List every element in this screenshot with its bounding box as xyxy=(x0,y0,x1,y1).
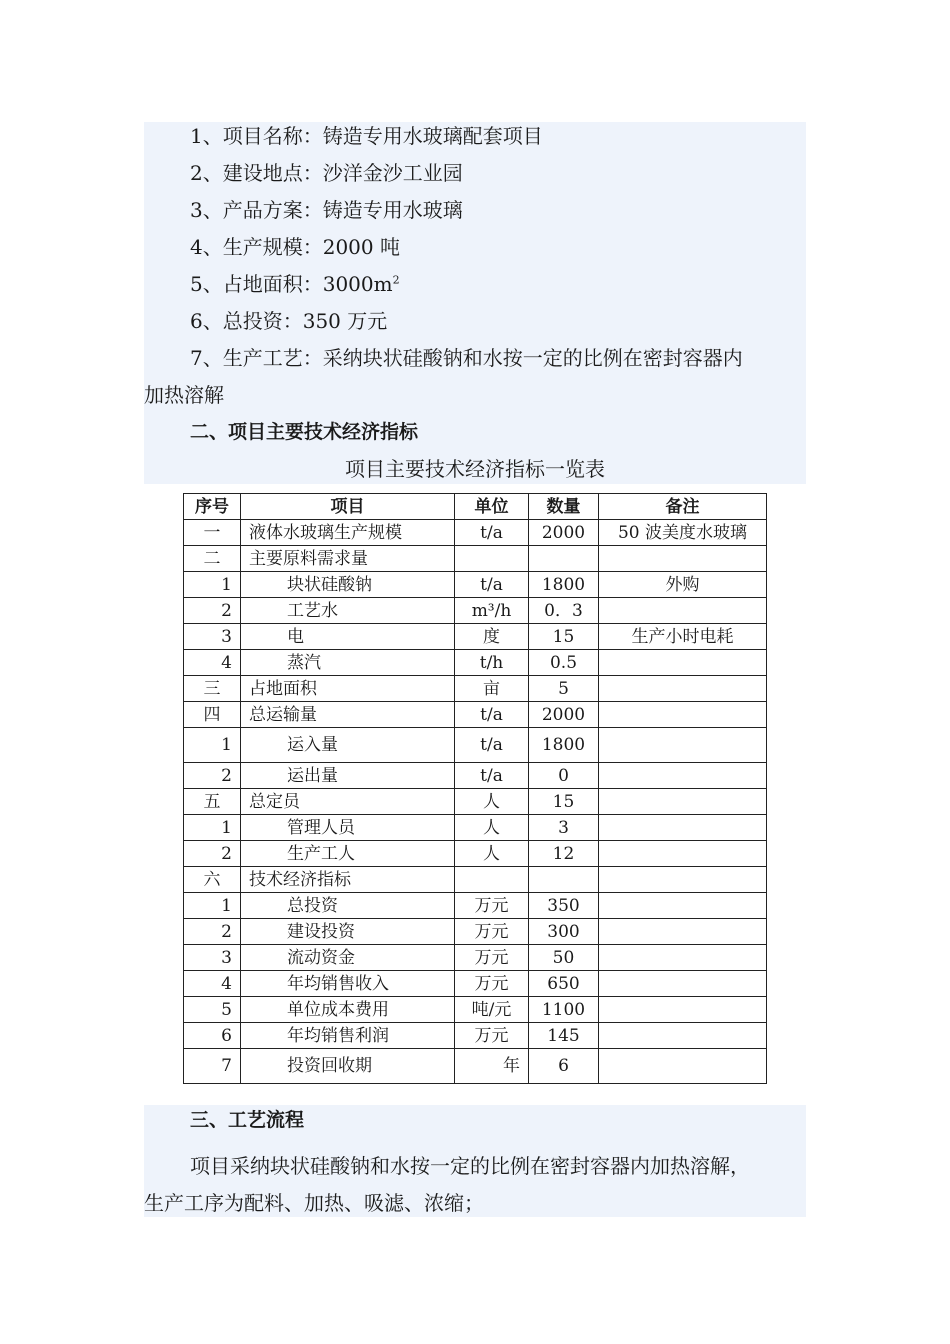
cell-no: 1 xyxy=(184,728,241,763)
cell-no: 2 xyxy=(184,919,241,945)
intro-item-4: 4、生产规模：2000 吨 xyxy=(190,235,400,259)
cell-item: 总投资 xyxy=(241,893,455,919)
cell-note xyxy=(599,546,767,572)
cell-unit: m³/h xyxy=(455,598,529,624)
cell-qty: 350 xyxy=(529,893,599,919)
cell-note xyxy=(599,841,767,867)
table-row xyxy=(184,650,767,676)
cell-note: 50 波美度水玻璃 xyxy=(599,520,767,546)
cell-qty: 6 xyxy=(529,1049,599,1084)
cell-qty xyxy=(529,546,599,572)
cell-unit: t/a xyxy=(455,572,529,598)
cell-item: 管理人员 xyxy=(241,815,455,841)
cell-note xyxy=(599,763,767,789)
cell-note xyxy=(599,676,767,702)
cell-qty xyxy=(529,867,599,893)
cell-note xyxy=(599,598,767,624)
intro-item-1: 1、项目名称：铸造专用水玻璃配套项目 xyxy=(190,124,543,148)
cell-qty: 1800 xyxy=(529,572,599,598)
cell-no: 3 xyxy=(184,945,241,971)
cell-item: 电 xyxy=(241,624,455,650)
cell-item: 液体水玻璃生产规模 xyxy=(241,520,455,546)
cell-item: 生产工人 xyxy=(241,841,455,867)
table-caption: 项目主要技术经济指标一览表 xyxy=(345,457,605,481)
col-header-no: 序号 xyxy=(184,494,241,520)
table-row xyxy=(184,624,767,650)
table-row xyxy=(184,546,767,572)
cell-unit: 年 xyxy=(455,1049,529,1084)
cell-unit: 人 xyxy=(455,815,529,841)
cell-item: 运出量 xyxy=(241,763,455,789)
process-line-2: 生产工序为配料、加热、吸滤、浓缩； xyxy=(144,1191,484,1215)
cell-qty: 50 xyxy=(529,945,599,971)
cell-item: 建设投资 xyxy=(241,919,455,945)
cell-no: 5 xyxy=(184,997,241,1023)
cell-unit: 人 xyxy=(455,789,529,815)
cell-note xyxy=(599,650,767,676)
cell-item: 年均销售利润 xyxy=(241,1023,455,1049)
cell-unit xyxy=(455,867,529,893)
cell-no: 六 xyxy=(184,867,241,893)
col-header-qty: 数量 xyxy=(529,494,599,520)
cell-qty: 15 xyxy=(529,624,599,650)
indicator-table xyxy=(183,493,767,1084)
cell-qty: 0 xyxy=(529,763,599,789)
cell-qty: 3 xyxy=(529,815,599,841)
cell-no: 6 xyxy=(184,1023,241,1049)
cell-no: 2 xyxy=(184,763,241,789)
table-row xyxy=(184,971,767,997)
intro-item-5 xyxy=(144,266,806,303)
intro-item-7: 7、生产工艺：采纳块状硅酸钠和水按一定的比例在密封容器内 xyxy=(190,346,743,370)
table-row xyxy=(184,893,767,919)
cell-qty: 15 xyxy=(529,789,599,815)
cell-note xyxy=(599,702,767,728)
cell-no: 2 xyxy=(184,841,241,867)
cell-unit: 万元 xyxy=(455,893,529,919)
cell-unit: t/a xyxy=(455,728,529,763)
cell-no: 4 xyxy=(184,650,241,676)
table-row xyxy=(184,997,767,1023)
table-row xyxy=(184,1023,767,1049)
cell-note xyxy=(599,1049,767,1084)
cell-qty: 1100 xyxy=(529,997,599,1023)
cell-no: 1 xyxy=(184,572,241,598)
table-row xyxy=(184,763,767,789)
table-header-row xyxy=(184,494,767,520)
cell-unit: 万元 xyxy=(455,1023,529,1049)
table-row xyxy=(184,867,767,893)
cell-item: 年均销售收入 xyxy=(241,971,455,997)
cell-qty: 0.5 xyxy=(529,650,599,676)
table-row xyxy=(184,945,767,971)
cell-item: 工艺水 xyxy=(241,598,455,624)
cell-qty: 1800 xyxy=(529,728,599,763)
table-row xyxy=(184,676,767,702)
cell-no: 1 xyxy=(184,893,241,919)
cell-item: 总运输量 xyxy=(241,702,455,728)
intro-item-6: 6、总投资：350 万元 xyxy=(190,309,388,333)
cell-qty: 0．3 xyxy=(529,598,599,624)
intro-item-3: 3、产品方案：铸造专用水玻璃 xyxy=(190,198,463,222)
cell-note xyxy=(599,867,767,893)
intro-item-5-text: 5、占地面积：3000m xyxy=(190,272,393,296)
process-line-1: 项目采纳块状硅酸钠和水按一定的比例在密封容器内加热溶解， xyxy=(190,1154,750,1178)
cell-note xyxy=(599,893,767,919)
cell-item: 投资回收期 xyxy=(241,1049,455,1084)
cell-no: 1 xyxy=(184,815,241,841)
cell-unit: 亩 xyxy=(455,676,529,702)
table-row xyxy=(184,815,767,841)
cell-item: 运入量 xyxy=(241,728,455,763)
table-row xyxy=(184,598,767,624)
cell-no: 7 xyxy=(184,1049,241,1084)
cell-item: 单位成本费用 xyxy=(241,997,455,1023)
cell-note xyxy=(599,815,767,841)
table-row xyxy=(184,728,767,763)
cell-item: 占地面积 xyxy=(241,676,455,702)
cell-no: 4 xyxy=(184,971,241,997)
table-row xyxy=(184,841,767,867)
area-superscript: 2 xyxy=(392,273,400,287)
cell-qty: 145 xyxy=(529,1023,599,1049)
table-row xyxy=(184,919,767,945)
col-header-item: 项目 xyxy=(241,494,455,520)
cell-qty: 650 xyxy=(529,971,599,997)
cell-item: 流动资金 xyxy=(241,945,455,971)
cell-item: 蒸汽 xyxy=(241,650,455,676)
intro-item-7-cont: 加热溶解 xyxy=(144,383,224,407)
table-row xyxy=(184,789,767,815)
cell-item: 技术经济指标 xyxy=(241,867,455,893)
table-row xyxy=(184,572,767,598)
cell-note xyxy=(599,789,767,815)
cell-item: 块状硅酸钠 xyxy=(241,572,455,598)
cell-unit xyxy=(455,546,529,572)
section3-heading: 三、工艺流程 xyxy=(190,1109,305,1131)
cell-no: 三 xyxy=(184,676,241,702)
cell-note: 外购 xyxy=(599,572,767,598)
cell-note xyxy=(599,728,767,763)
cell-unit: 万元 xyxy=(455,971,529,997)
section2-heading: 二、项目主要技术经济指标 xyxy=(190,421,419,443)
cell-qty: 300 xyxy=(529,919,599,945)
cell-unit: 人 xyxy=(455,841,529,867)
col-header-unit: 单位 xyxy=(455,494,529,520)
table-row xyxy=(184,702,767,728)
cell-no: 2 xyxy=(184,598,241,624)
cell-qty: 2000 xyxy=(529,702,599,728)
cell-unit: t/a xyxy=(455,520,529,546)
cell-unit: 万元 xyxy=(455,919,529,945)
cell-no: 3 xyxy=(184,624,241,650)
cell-qty: 12 xyxy=(529,841,599,867)
cell-qty: 2000 xyxy=(529,520,599,546)
cell-no: 二 xyxy=(184,546,241,572)
cell-no: 五 xyxy=(184,789,241,815)
col-header-note: 备注 xyxy=(599,494,767,520)
cell-no: 四 xyxy=(184,702,241,728)
cell-note xyxy=(599,971,767,997)
cell-note xyxy=(599,997,767,1023)
intro-item-2: 2、建设地点：沙洋金沙工业园 xyxy=(190,161,463,185)
cell-unit: 吨/元 xyxy=(455,997,529,1023)
table-row xyxy=(184,1049,767,1084)
cell-item: 总定员 xyxy=(241,789,455,815)
cell-note xyxy=(599,919,767,945)
cell-unit: t/a xyxy=(455,702,529,728)
cell-note xyxy=(599,945,767,971)
cell-unit: 万元 xyxy=(455,945,529,971)
cell-qty: 5 xyxy=(529,676,599,702)
cell-unit: 度 xyxy=(455,624,529,650)
cell-unit: t/a xyxy=(455,763,529,789)
cell-no: 一 xyxy=(184,520,241,546)
table-row xyxy=(184,520,767,546)
cell-note: 生产小时电耗 xyxy=(599,624,767,650)
cell-item: 主要原料需求量 xyxy=(241,546,455,572)
cell-unit: t/h xyxy=(455,650,529,676)
cell-note xyxy=(599,1023,767,1049)
